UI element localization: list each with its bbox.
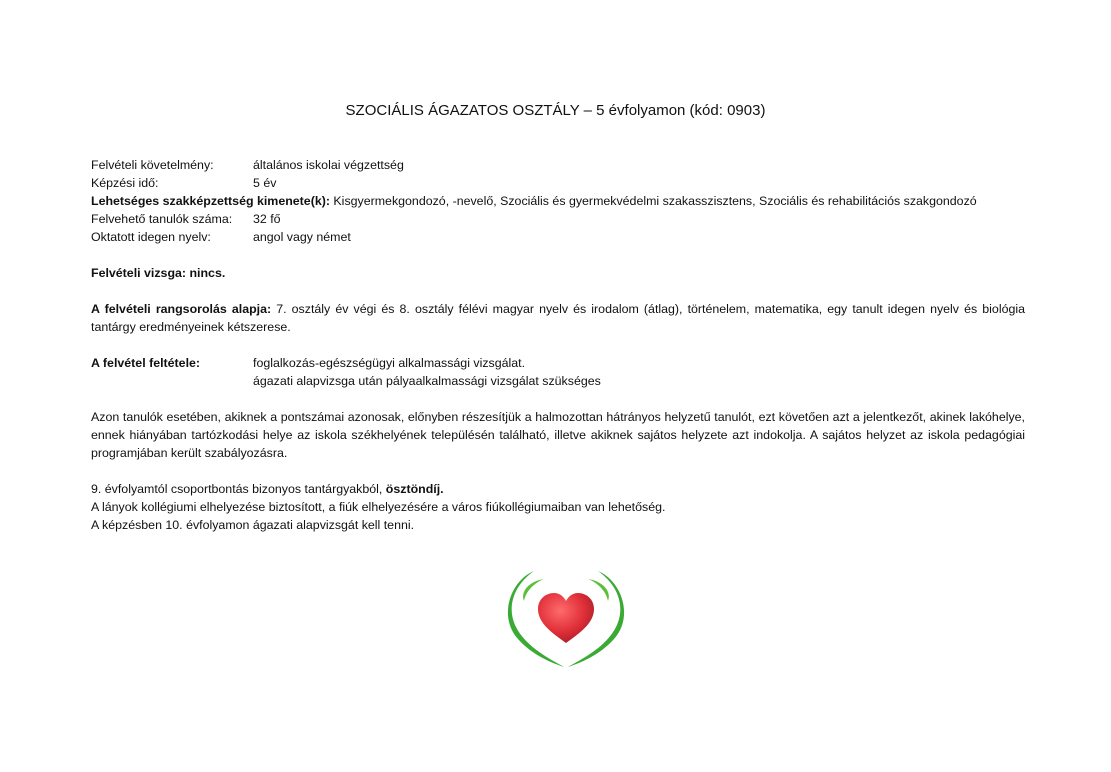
ranking-paragraph bbox=[91, 300, 1025, 336]
document-body bbox=[91, 156, 1025, 534]
info-row-duration bbox=[91, 174, 1025, 192]
exam-line: Felvételi vizsga: nincs. bbox=[91, 266, 226, 280]
outcome-value: Kisgyermekgondozó, -nevelő, Szociális és gyermekvédelmi szakasszisztens, Szociális és rehabilitációs szakgondozó bbox=[333, 194, 977, 208]
conditions-row bbox=[91, 354, 1025, 372]
tiebreak-paragraph: Azon tanulók esetében, akiknek a pontszámai azonosak, előnyben részesítjük a halmozottan hátrányos helyzetű tanulót, ezt követően azt a jelentkezőt, akinek lakóhelye, ennek hiányában tartózkodási helye az iskola székhelyének településén található, illetve akiknek sajátos helyzete azt indokolja. A sajátos helyzet az iskola pedagógiai programjában került szabályozásra. bbox=[91, 410, 1025, 460]
condition-item: foglalkozás-egészségügyi alkalmassági vizsgálat. bbox=[253, 356, 526, 370]
info-row-capacity bbox=[91, 210, 1025, 228]
exam10-line: A képzésben 10. évfolyamon ágazati alapvizsgát kell tenni. bbox=[91, 518, 415, 532]
right-top-arc-icon bbox=[588, 579, 609, 601]
info-row-language bbox=[91, 228, 1025, 246]
heart-shape-icon bbox=[538, 593, 594, 643]
ranking-text: 7. osztály év végi és 8. osztály félévi magyar nyelv és irodalom (átlag), történelem, matematika, egy tanult idegen nyelv és biológia tantárgy eredményeinek kétszerese. bbox=[91, 302, 1025, 334]
duration-label: Képzési idő: bbox=[91, 176, 159, 190]
condition-item: ágazati alapvizsga után pályaalkalmassági vizsgálat szükséges bbox=[253, 374, 601, 388]
info-row-outcome bbox=[91, 192, 1025, 210]
heart-logo-icon bbox=[500, 567, 632, 669]
outcome-label: Lehetséges szakképzettség kimenete(k): bbox=[91, 194, 330, 208]
groups-text: 9. évfolyamtól csoportbontás bizonyos tantárgyakból, bbox=[91, 482, 383, 496]
conditions-label: A felvétel feltétele: bbox=[91, 356, 201, 370]
left-top-arc-icon bbox=[523, 579, 544, 601]
page-title: SZOCIÁLIS ÁGAZATOS OSZTÁLY – 5 évfolyamon (kód: 0903) bbox=[345, 102, 766, 119]
language-label: Oktatott idegen nyelv: bbox=[91, 230, 211, 244]
capacity-value: 32 fő bbox=[253, 212, 281, 226]
duration-value: 5 év bbox=[253, 176, 277, 190]
language-value: angol vagy német bbox=[253, 230, 351, 244]
scholarship-text: ösztöndíj. bbox=[385, 482, 444, 496]
groups-line bbox=[91, 480, 1025, 498]
requirement-value: általános iskolai végzettség bbox=[253, 158, 404, 172]
ranking-label: A felvételi rangsorolás alapja: bbox=[91, 302, 272, 316]
capacity-label: Felvehető tanulók száma: bbox=[91, 212, 233, 226]
dorm-line: A lányok kollégiumi elhelyezése biztosított, a fiúk elhelyezésére a város fiúkollégiumaiban van lehetőség. bbox=[91, 500, 666, 514]
info-row-requirement bbox=[91, 156, 1025, 174]
requirement-label: Felvételi követelmény: bbox=[91, 158, 214, 172]
